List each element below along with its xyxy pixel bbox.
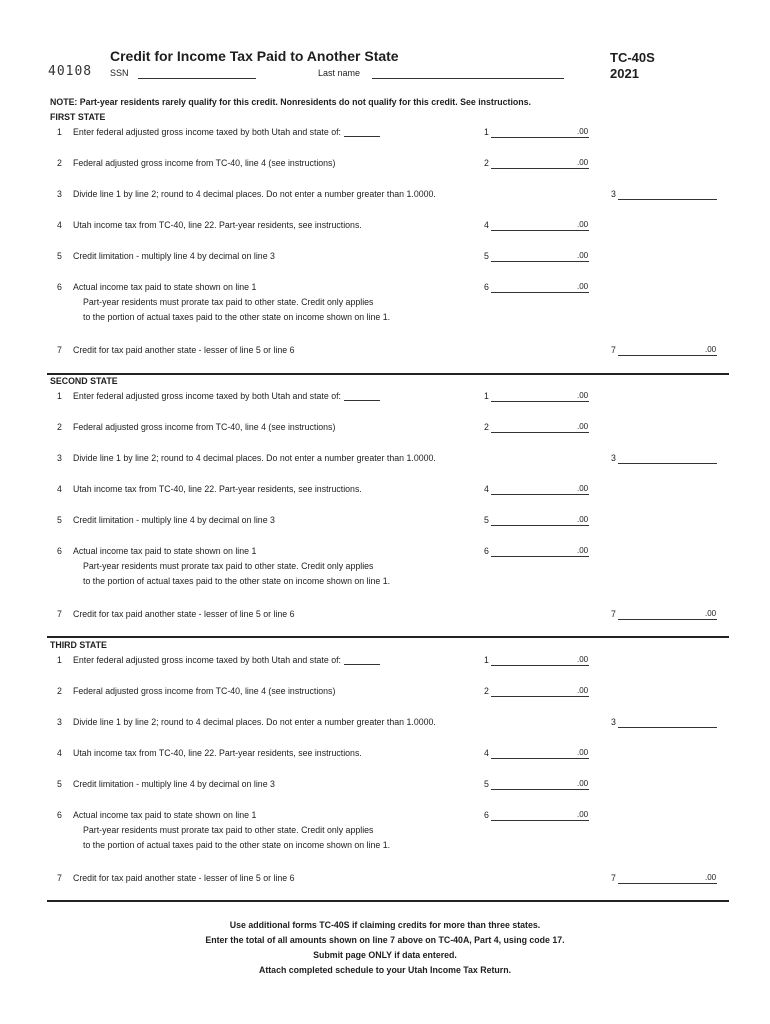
- line-description: Utah income tax from TC-40, line 22. Part-year residents, see instructions.: [73, 220, 362, 230]
- line-4: [0, 220, 770, 234]
- line-description: Credit for tax paid another state - lesser of line 5 or line 6: [73, 345, 295, 355]
- field-line-ref: 4: [484, 748, 489, 758]
- field-line-ref: 2: [484, 158, 489, 168]
- field-line-ref: 6: [484, 282, 489, 292]
- form-year: 2021: [610, 66, 639, 81]
- amount-field[interactable]: [491, 696, 589, 697]
- line-instruction: Part-year residents must prorate tax paid to other state. Credit only applies: [83, 297, 374, 307]
- line-number: 3: [57, 717, 62, 727]
- amount-field[interactable]: [491, 230, 589, 231]
- field-line-ref: 5: [484, 251, 489, 261]
- line-7: [0, 873, 770, 887]
- line-3: [0, 717, 770, 731]
- section-title: FIRST STATE: [50, 112, 106, 122]
- line-1: [0, 391, 770, 405]
- line-number: 1: [57, 127, 62, 137]
- amount-field[interactable]: [491, 292, 589, 293]
- line-2: [0, 686, 770, 700]
- line-number: 7: [57, 609, 62, 619]
- field-line-ref: 4: [484, 220, 489, 230]
- line-5: [0, 779, 770, 793]
- cents-label: .00: [577, 422, 589, 431]
- footer-line-1: Use additional forms TC-40S if claiming credits for more than three states.: [229, 920, 541, 930]
- section-divider: [47, 636, 729, 638]
- cents-label: .00: [705, 609, 717, 618]
- line-4: [0, 484, 770, 498]
- cents-label: .00: [577, 391, 589, 400]
- section-divider: [47, 373, 729, 375]
- line-description: Actual income tax paid to state shown on line 1: [73, 810, 257, 820]
- line-description: Utah income tax from TC-40, line 22. Part-year residents, see instructions.: [73, 484, 362, 494]
- line-7: [0, 609, 770, 623]
- cents-label: .00: [577, 686, 589, 695]
- line-description: Credit limitation - multiply line 4 by decimal on line 3: [73, 251, 275, 261]
- line-number: 6: [57, 810, 62, 820]
- line-number: 4: [57, 748, 62, 758]
- state-name-field[interactable]: [344, 127, 380, 137]
- line-number: 2: [57, 422, 62, 432]
- line-6: [0, 546, 770, 586]
- field-line-ref: 7: [611, 873, 616, 883]
- field-line-ref: 5: [484, 515, 489, 525]
- state-name-field[interactable]: [344, 391, 380, 401]
- amount-field[interactable]: [618, 727, 717, 728]
- field-line-ref: 5: [484, 779, 489, 789]
- field-line-ref: 7: [611, 345, 616, 355]
- line-3: [0, 189, 770, 203]
- cents-label: .00: [577, 282, 589, 291]
- amount-field[interactable]: [618, 355, 717, 356]
- amount-field[interactable]: [618, 199, 717, 200]
- footer-line-4: Attach completed schedule to your Utah Income Tax Return.: [258, 965, 512, 975]
- field-line-ref: 6: [484, 546, 489, 556]
- line-instruction: to the portion of actual taxes paid to the other state on income shown on line 1.: [83, 840, 391, 850]
- line-description: Enter federal adjusted gross income taxed by both Utah and state of:: [73, 127, 380, 137]
- form-title: Credit for Income Tax Paid to Another State: [110, 48, 399, 64]
- cents-label: .00: [577, 158, 589, 167]
- line-number: 3: [57, 453, 62, 463]
- amount-field[interactable]: [491, 432, 589, 433]
- line-description: Enter federal adjusted gross income taxed by both Utah and state of:: [73, 655, 380, 665]
- field-line-ref: 3: [611, 717, 616, 727]
- field-line-ref: 3: [611, 453, 616, 463]
- field-line-ref: 1: [484, 655, 489, 665]
- amount-field[interactable]: [618, 619, 717, 620]
- field-line-ref: 3: [611, 189, 616, 199]
- line-number: 1: [57, 391, 62, 401]
- cents-label: .00: [577, 546, 589, 555]
- section-title: SECOND STATE: [50, 376, 118, 386]
- field-line-ref: 1: [484, 391, 489, 401]
- amount-field[interactable]: [491, 789, 589, 790]
- line-1: [0, 127, 770, 141]
- line-description: Credit for tax paid another state - lesser of line 5 or line 6: [73, 873, 295, 883]
- line-4: [0, 748, 770, 762]
- line-number: 2: [57, 686, 62, 696]
- line-instruction: to the portion of actual taxes paid to the other state on income shown on line 1.: [83, 312, 391, 322]
- field-line-ref: 1: [484, 127, 489, 137]
- amount-field[interactable]: [491, 261, 589, 262]
- line-number: 5: [57, 779, 62, 789]
- field-line-ref: 4: [484, 484, 489, 494]
- line-number: 7: [57, 345, 62, 355]
- line-instruction: Part-year residents must prorate tax paid to other state. Credit only applies: [83, 825, 374, 835]
- line-number: 6: [57, 546, 62, 556]
- section-third-state: [0, 640, 770, 904]
- line-description: Divide line 1 by line 2; round to 4 decimal places. Do not enter a number greater than 1.0000.: [73, 717, 436, 727]
- cents-label: .00: [705, 345, 717, 354]
- line-5: [0, 515, 770, 529]
- line-description: Federal adjusted gross income from TC-40, line 4 (see instructions): [73, 686, 336, 696]
- line-description: Actual income tax paid to state shown on line 1: [73, 282, 257, 292]
- line-5: [0, 251, 770, 265]
- section-second-state: [0, 376, 770, 640]
- line-6: [0, 810, 770, 850]
- line-instruction: Part-year residents must prorate tax paid to other state. Credit only applies: [83, 561, 374, 571]
- section-first-state: [0, 112, 770, 376]
- line-number: 4: [57, 484, 62, 494]
- line-description: Actual income tax paid to state shown on line 1: [73, 546, 257, 556]
- amount-field[interactable]: [491, 758, 589, 759]
- amount-field[interactable]: [491, 556, 589, 557]
- cents-label: .00: [577, 127, 589, 136]
- line-description: Federal adjusted gross income from TC-40, line 4 (see instructions): [73, 158, 336, 168]
- line-7: [0, 345, 770, 359]
- line-description: Credit limitation - multiply line 4 by decimal on line 3: [73, 515, 275, 525]
- line-1: [0, 655, 770, 669]
- amount-field[interactable]: [491, 137, 589, 138]
- line-description: Federal adjusted gross income from TC-40, line 4 (see instructions): [73, 422, 336, 432]
- footer-line-3: Submit page ONLY if data entered.: [313, 950, 457, 960]
- line-description: Credit for tax paid another state - lesser of line 5 or line 6: [73, 609, 295, 619]
- amount-field[interactable]: [491, 401, 589, 402]
- cents-label: .00: [577, 220, 589, 229]
- field-line-ref: 7: [611, 609, 616, 619]
- line-description: Utah income tax from TC-40, line 22. Part-year residents, see instructions.: [73, 748, 362, 758]
- cents-label: .00: [577, 748, 589, 757]
- amount-field[interactable]: [491, 820, 589, 821]
- line-number: 5: [57, 251, 62, 261]
- line-2: [0, 422, 770, 436]
- section-title: THIRD STATE: [50, 640, 107, 650]
- line-description: Divide line 1 by line 2; round to 4 decimal places. Do not enter a number greater than 1.0000.: [73, 453, 436, 463]
- amount-field[interactable]: [491, 665, 589, 666]
- line-number: 5: [57, 515, 62, 525]
- ssn-field[interactable]: [138, 78, 256, 79]
- cents-label: .00: [577, 779, 589, 788]
- line-2: [0, 158, 770, 172]
- cents-label: .00: [577, 810, 589, 819]
- eligibility-note: NOTE: Part-year residents rarely qualify for this credit. Nonresidents do not qualify for this credit. See instructions.: [50, 97, 531, 107]
- line-number: 4: [57, 220, 62, 230]
- amount-field[interactable]: [491, 525, 589, 526]
- line-description: Credit limitation - multiply line 4 by decimal on line 3: [73, 779, 275, 789]
- form-code: 40108: [48, 64, 93, 79]
- line-3: [0, 453, 770, 467]
- footer-line-2: Enter the total of all amounts shown on line 7 above on TC-40A, Part 4, using code 17.: [205, 935, 565, 945]
- cents-label: .00: [705, 873, 717, 882]
- form-id: TC-40S: [610, 50, 655, 65]
- state-name-field[interactable]: [344, 655, 380, 665]
- line-number: 1: [57, 655, 62, 665]
- amount-field[interactable]: [491, 168, 589, 169]
- cents-label: .00: [577, 251, 589, 260]
- cents-label: .00: [577, 484, 589, 493]
- line-6: [0, 282, 770, 322]
- field-line-ref: 2: [484, 422, 489, 432]
- line-instruction: to the portion of actual taxes paid to the other state on income shown on line 1.: [83, 576, 391, 586]
- last-name-label: Last name: [318, 68, 361, 78]
- amount-field[interactable]: [491, 494, 589, 495]
- amount-field[interactable]: [618, 463, 717, 464]
- amount-field[interactable]: [618, 883, 717, 884]
- section-divider: [47, 900, 729, 902]
- last-name-field[interactable]: [372, 78, 564, 79]
- cents-label: .00: [577, 515, 589, 524]
- line-number: 3: [57, 189, 62, 199]
- line-number: 2: [57, 158, 62, 168]
- line-number: 7: [57, 873, 62, 883]
- line-description: Enter federal adjusted gross income taxed by both Utah and state of:: [73, 391, 380, 401]
- ssn-label: SSN: [110, 68, 129, 78]
- line-number: 6: [57, 282, 62, 292]
- field-line-ref: 6: [484, 810, 489, 820]
- line-description: Divide line 1 by line 2; round to 4 decimal places. Do not enter a number greater than 1.0000.: [73, 189, 436, 199]
- field-line-ref: 2: [484, 686, 489, 696]
- cents-label: .00: [577, 655, 589, 664]
